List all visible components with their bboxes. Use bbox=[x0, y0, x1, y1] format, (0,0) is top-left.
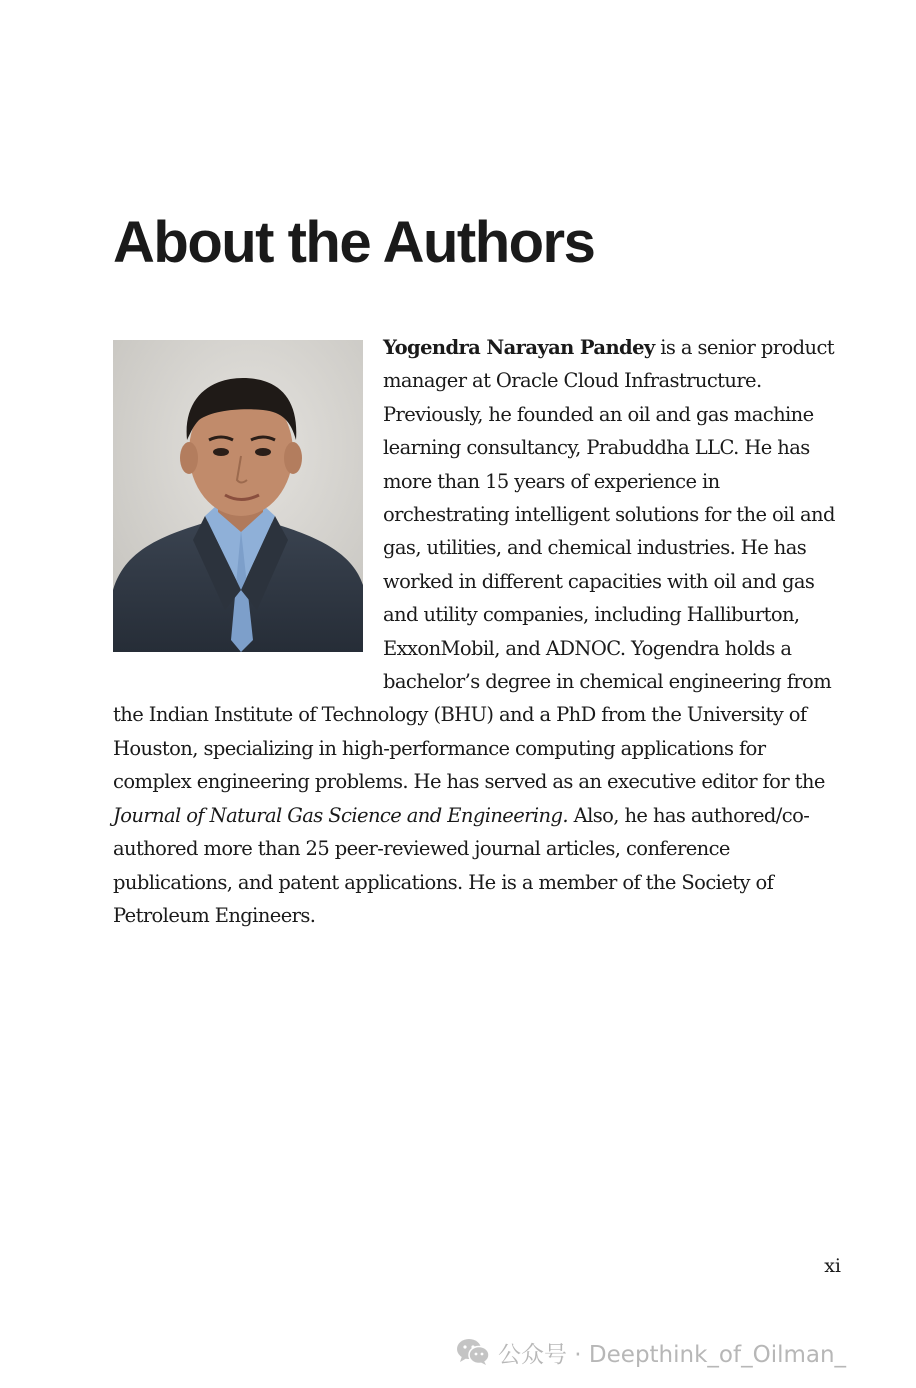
photo-spacer bbox=[113, 331, 383, 683]
author-name: Yogendra Narayan Pandey bbox=[383, 336, 655, 359]
page-title: About the Authors bbox=[113, 210, 595, 275]
journal-name: Journal of Natural Gas Science and Engineering. bbox=[113, 803, 568, 827]
watermark-text: 公众号 · Deepthink_of_Oilman_ bbox=[498, 1341, 847, 1368]
page-number: xi bbox=[824, 1255, 841, 1277]
bio-text-1: is a senior product manager at Oracle Cloud Infrastructure. Previously, he founded an oil and gas machine learning consultancy, Prabuddha LLC. He has more than 15 years of experience in orchestrating intelligent solutions for the oil and gas, utilities, and chemical industries. He has worked in different capacities with oil and gas and utility companies, including Halliburton, ExxonMobil, and ADNOC. Yogendra holds a bachelor’s degree in chemical engineering from the Indian Institute of Technology (BHU) and a PhD from the University of Houston, specializing in high-performance computing applications for complex engineering problems. He has served as an executive editor for the bbox=[113, 336, 835, 794]
wechat-icon bbox=[456, 1338, 490, 1366]
bio-text-2: Also, he has authored/co-authored more than 25 peer-reviewed journal articles, conference publications, and patent applications. He is a member of the Society of Petroleum Engineers. bbox=[113, 803, 810, 927]
author-bio bbox=[113, 331, 842, 932]
watermark bbox=[456, 1334, 846, 1370]
